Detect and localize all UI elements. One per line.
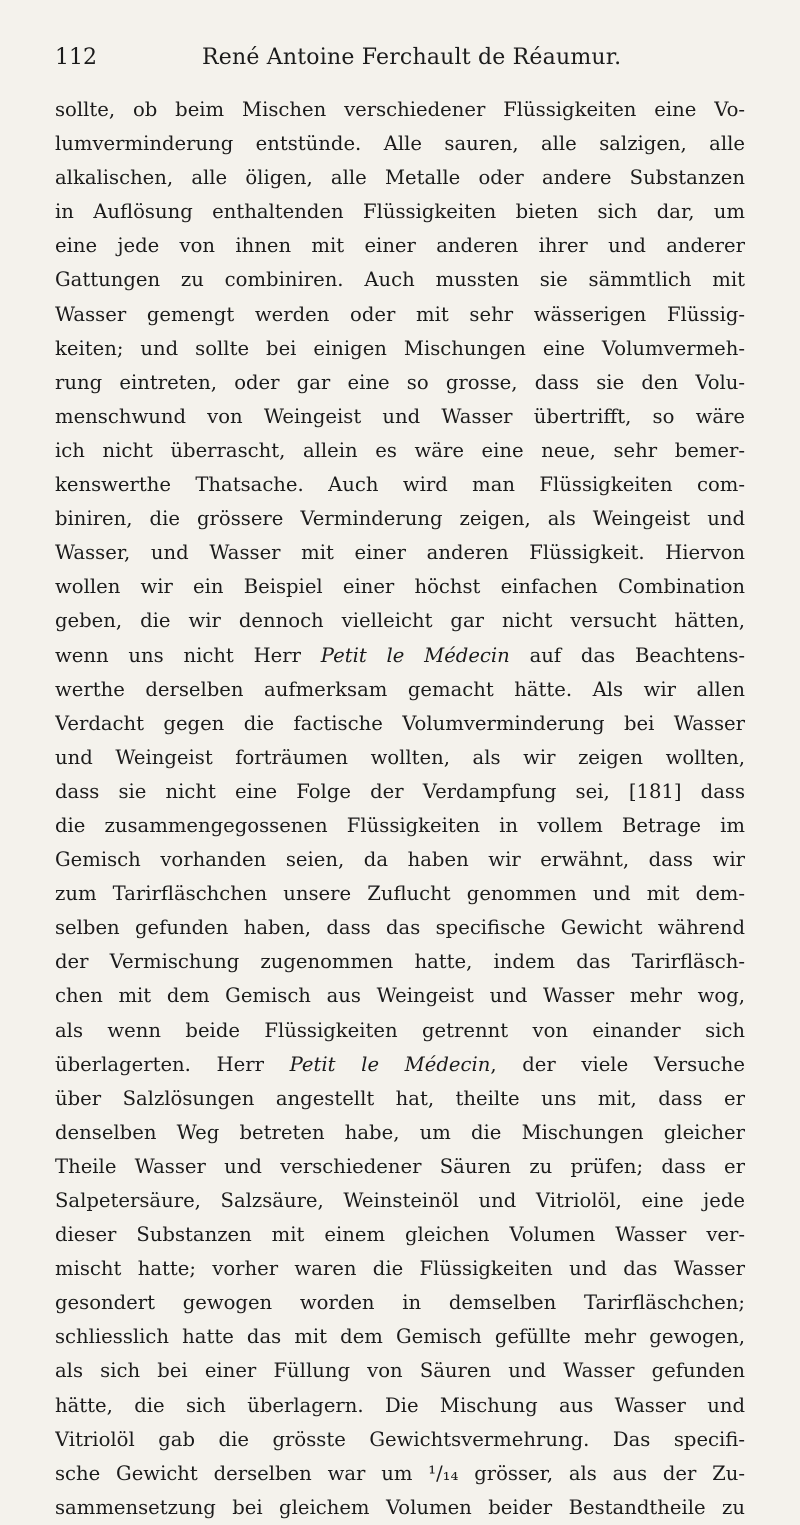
text-segment: chen mit dem Gemisch aus Weingeist und Wasser mehr wog, xyxy=(55,984,745,1008)
text-segment: auf das Beachtens- xyxy=(509,643,745,667)
text-line xyxy=(55,775,745,809)
text-line xyxy=(55,93,745,127)
text-line xyxy=(55,298,745,332)
text-line xyxy=(55,1218,745,1252)
text-line xyxy=(55,911,745,945)
text-line xyxy=(55,127,745,161)
text-line xyxy=(55,400,745,434)
text-segment: dieser Substanzen mit einem gleichen Volumen Wasser ver- xyxy=(55,1223,745,1247)
text-line xyxy=(55,741,745,775)
text-line xyxy=(55,570,745,604)
text-segment: in Auflösung enthaltenden Flüssigkeiten bieten sich dar, um xyxy=(55,200,745,224)
running-head-title: René Antoine Ferchault de Réaumur. xyxy=(202,45,622,70)
text-segment: Wasser gemengt werden oder mit sehr wässerigen Flüssig- xyxy=(55,302,745,326)
text-segment: wollen wir ein Beispiel einer höchst einfachen Combination xyxy=(55,575,745,599)
text-line xyxy=(55,1252,745,1286)
text-segment: Vitriolöl gab die grösste Gewichtsvermehrung. Das specifi- xyxy=(55,1427,745,1451)
text-line xyxy=(55,639,745,673)
text-segment: geben, die wir dennoch vielleicht gar nicht versucht hätten, xyxy=(55,609,745,633)
text-segment: die zusammengegossenen Flüssigkeiten in vollem Betrage im xyxy=(55,813,745,837)
text-segment: über Salzlösungen angestellt hat, theilte uns mit, dass er xyxy=(55,1086,745,1110)
page-number: 112 xyxy=(55,45,97,70)
text-segment: eine jede von ihnen mit einer anderen ihrer und anderer xyxy=(55,234,745,258)
text-segment: hätte, die sich überlagern. Die Mischung aus Wasser und xyxy=(55,1393,745,1417)
text-segment: zum Tarirfläschchen unsere Zuflucht genommen und mit dem- xyxy=(55,882,745,906)
text-segment: überlagerten. Herr xyxy=(55,1052,290,1076)
italic-name: Petit le Médecin xyxy=(320,643,510,667)
text-segment: Theile Wasser und verschiedener Säuren zu prüfen; dass er xyxy=(55,1154,745,1178)
text-segment: gesondert gewogen worden in demselben Tarirfläschchen; xyxy=(55,1291,745,1315)
running-head xyxy=(55,38,745,78)
text-line xyxy=(55,945,745,979)
text-line xyxy=(55,1320,745,1354)
text-line xyxy=(55,1082,745,1116)
text-line xyxy=(55,536,745,570)
text-line xyxy=(55,1423,745,1457)
text-segment: biniren, die grössere Verminderung zeigen, als Weingeist und xyxy=(55,507,745,531)
text-segment: der Vermischung zugenommen hatte, indem das Tarirfläsch- xyxy=(55,950,745,974)
text-line xyxy=(55,1048,745,1082)
text-segment: als wenn beide Flüssigkeiten getrennt von einander sich xyxy=(55,1018,745,1042)
text-line xyxy=(55,1389,745,1423)
text-segment: sche Gewicht derselben war um ¹/₁₄ grösser, als aus der Zu- xyxy=(55,1461,745,1485)
text-segment: menschwund von Weingeist und Wasser übertrifft, so wäre xyxy=(55,404,745,428)
text-line xyxy=(55,877,745,911)
text-segment: keiten; und sollte bei einigen Mischungen eine Volumvermeh- xyxy=(55,336,745,360)
text-segment: mischt hatte; vorher waren die Flüssigkeiten und das Wasser xyxy=(55,1257,745,1281)
text-segment: Salpetersäure, Salzsäure, Weinsteinöl und Vitriolöl, eine jede xyxy=(55,1189,745,1212)
text-line xyxy=(55,1014,745,1048)
text-line xyxy=(55,1491,745,1525)
text-line xyxy=(55,502,745,536)
text-line xyxy=(55,673,745,707)
text-line xyxy=(55,332,745,366)
text-segment: dass sie nicht eine Folge der Verdampfung sei, [181] dass xyxy=(55,779,745,803)
text-line xyxy=(55,604,745,638)
text-line xyxy=(55,1150,745,1184)
text-line xyxy=(55,161,745,195)
body-text xyxy=(55,93,745,1525)
text-segment: rung eintreten, oder gar eine so grosse, dass sie den Volu- xyxy=(55,370,745,394)
text-segment: Gemisch vorhanden seien, da haben wir erwähnt, dass wir xyxy=(55,848,745,872)
text-line xyxy=(55,229,745,263)
text-line xyxy=(55,1286,745,1320)
text-line xyxy=(55,843,745,877)
text-segment: werthe derselben aufmerksam gemacht hätte. Als wir allen xyxy=(55,677,745,701)
text-segment: Verdacht gegen die factische Volumverminderung bei Wasser xyxy=(55,711,745,735)
text-line xyxy=(55,434,745,468)
text-line xyxy=(55,1354,745,1388)
text-segment: , der viele Versuche xyxy=(490,1052,745,1076)
text-segment: lumverminderung entstünde. Alle sauren, alle salzigen, alle xyxy=(55,132,745,156)
text-line xyxy=(55,263,745,297)
text-segment: alkalischen, alle öligen, alle Metalle oder andere Substanzen xyxy=(55,166,745,190)
text-segment: selben gefunden haben, dass das specifische Gewicht während xyxy=(55,916,745,940)
text-segment: als sich bei einer Füllung von Säuren und Wasser gefunden xyxy=(55,1359,745,1383)
text-segment: und Weingeist forträumen wollten, als wir zeigen wollten, xyxy=(55,745,745,769)
text-line xyxy=(55,366,745,400)
text-segment: kenswerthe Thatsache. Auch wird man Flüssigkeiten com- xyxy=(55,473,745,497)
text-segment: Gattungen zu combiniren. Auch mussten sie sämmtlich mit xyxy=(55,268,745,292)
text-line xyxy=(55,468,745,502)
text-segment: schliesslich hatte das mit dem Gemisch gefüllte mehr gewogen, xyxy=(55,1325,745,1349)
text-segment: wenn uns nicht Herr xyxy=(55,643,321,667)
text-line xyxy=(55,979,745,1013)
text-segment: ich nicht überrascht, allein es wäre eine neue, sehr bemer- xyxy=(55,438,745,462)
text-segment: denselben Weg betreten habe, um die Mischungen gleicher xyxy=(55,1120,745,1144)
text-line xyxy=(55,1184,745,1218)
text-line xyxy=(55,809,745,843)
italic-name: Petit le Médecin xyxy=(289,1052,491,1076)
text-segment: sammensetzung bei gleichem Volumen beider Bestandtheile zu xyxy=(55,1495,745,1519)
text-segment: sollte, ob beim Mischen verschiedener Flüssigkeiten eine Vo- xyxy=(55,98,745,121)
text-line xyxy=(55,195,745,229)
text-line xyxy=(55,707,745,741)
text-line xyxy=(55,1116,745,1150)
text-line xyxy=(55,1457,745,1491)
text-segment: Wasser, und Wasser mit einer anderen Flüssigkeit. Hiervon xyxy=(55,541,745,565)
